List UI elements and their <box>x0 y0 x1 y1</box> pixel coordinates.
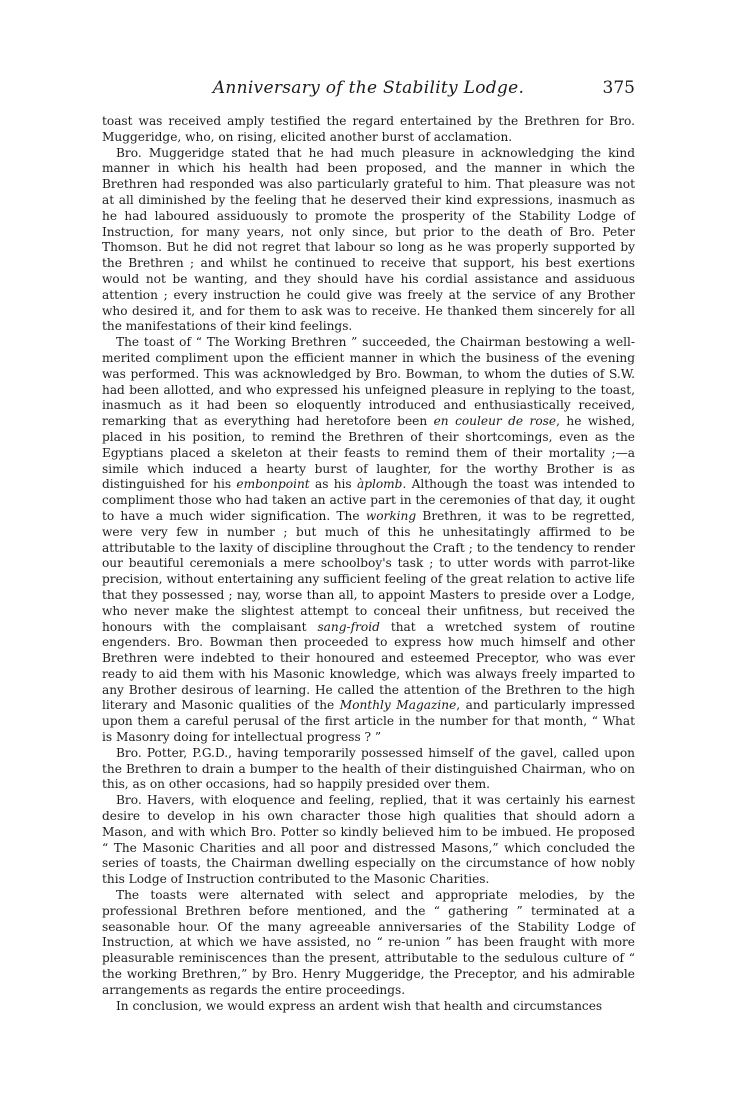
text-run: The toasts were alternated with select and appropriate melodies, by the professional Brethren before mentioned, and the “ gathering ” terminated at a seasonable hour. Of the many agreeable anniversaries of the Stability Lodge of Instruction, at which we have assisted, no “ re-union ” has been fraught with more pleasurable reminiscences than the present, attributable to the sedulous culture of “ the working Brethren,” by Bro. Henry Muggeridge, the Preceptor, and his admirable arrangements as regards the entire proceedings. <box>102 888 635 997</box>
text-run: Bro. Havers, with eloquence and feeling, replied, that it was certainly his earnest desire to develop in his own character those high qualities that should adorn a Mason, and with which Bro. Potter so kindly believed him to be imbued. He proposed “ The Masonic Charities and all poor and distressed Masons,” which concluded the series of toasts, the Chairman dwelling especially on the circumstance of how nobly this Lodge of Instruction contributed to the Masonic Charities. <box>102 793 635 887</box>
italic-phrase: embonpoint <box>236 477 310 492</box>
text-run: . Although the toast was intended to compliment those who had taken an active part in the ceremonies of that day, it ought to have a much wider signification. The <box>102 477 635 523</box>
paragraph <box>102 793 635 888</box>
text-run: , he wished, placed in his position, to remind the Brethren of their shortcomings, even as the Egyptians placed a skeleton at their feasts to remind them of their mortality ;—a simile which induced a hearty burst of laughter, for the worthy Brother is as distinguished for his <box>102 414 635 492</box>
page-number: 375 <box>602 78 635 98</box>
text-run: In conclusion, we would express an ardent wish that health and circumstances <box>116 998 603 1013</box>
text-run: toast was received amply testified the regard entertained by the Brethren for Bro. Muggeridge, who, on rising, elicited another burst of acclamation. <box>102 114 635 144</box>
italic-phrase: Monthly Magazine <box>339 698 457 713</box>
text-run: that a wretched system of routine engenders. Bro. Bowman then proceeded to express how much himself and other Brethren were indebted to their honoured and esteemed Preceptor, who was ever ready to aid them with his Masonic knowledge, which was always freely imparted to any Brother desirous of learning. He called the attention of the Brethren to the high literary and Masonic qualities of the <box>102 619 636 713</box>
paragraph <box>102 114 635 146</box>
text-run: as his <box>309 477 357 492</box>
italic-phrase: sang-froid <box>317 619 380 634</box>
paragraph <box>102 746 635 793</box>
text-run: Bro. Muggeridge stated that he had much pleasure in acknowledging the kind manner in which his health had been proposed, and the manner in which the Brethren had responded was also particularly grateful to him. That pleasure was not at all diminished by the feeling that he deserved their kind expressions, inasmuch as he had laboured assiduously to promote the prosperity of the Stability Lodge of Instruction, for many years, not only since, but prior to the death of Bro. Peter Thomson. But he did not regret that labour so long as he was properly supported by the Brethren ; and whilst he continued to receive that support, his best exertions would not be wanting, and they should have his cordial assistance and assiduous attention ; every instruction he could give was freely at the service of any Brother who desired it, and for them to ask was to receive. He thanked them sincerely for all the manifestations of their kind feelings. <box>102 145 635 334</box>
text-run: Brethren, it was to be regretted, were very few in number ; but much of this he unhesitatingly affirmed to be attributable to the laxity of discipline throughout the Craft ; to the tendency to render our beautiful ceremonials a mere schoolboy's task ; to utter words with parrot-like precision, without entertaining any sufficient feeling of the great relation to active life that they possessed ; nay, worse than all, to appoint Masters to preside over a Lodge, who never make the slightest attempt to conceal their unfitness, but received the honours with the complaisant <box>102 508 635 634</box>
text-run: , and particularly impressed upon them a careful perusal of the first article in the number for that month, “ What is Masonry doing for intellectual progress ? ” <box>102 698 635 745</box>
italic-phrase: en couleur de rose <box>433 414 557 429</box>
paragraph <box>102 146 635 336</box>
running-header <box>102 78 635 108</box>
text-run: The toast of “ The Working Brethren ” succeeded, the Chairman bestowing a well-merited compliment upon the efficient manner in which the business of the evening was performed. This was acknowledged by Bro. Bowman, to whom the duties of S.W. had been allotted, and who expressed his unfeigned pleasure in replying to the toast, inasmuch as it had been so eloquently introduced and enthusiastically received, remarking that as everything had heretofore been <box>102 335 635 429</box>
paragraph <box>102 335 635 746</box>
article-body <box>102 114 635 1014</box>
document-page <box>102 78 635 1014</box>
running-title: Anniversary of the Stability Lodge. <box>212 78 525 98</box>
paragraph <box>102 888 635 999</box>
text-run: Bro. Potter, P.G.D., having temporarily possessed himself of the gavel, called upon the Brethren to drain a bumper to the health of their distinguished Chairman, who on this, as on other occasions, had so happily presided over them. <box>102 745 635 792</box>
italic-phrase: working <box>365 508 417 523</box>
italic-phrase: àplomb <box>356 477 403 492</box>
paragraph <box>102 999 635 1015</box>
